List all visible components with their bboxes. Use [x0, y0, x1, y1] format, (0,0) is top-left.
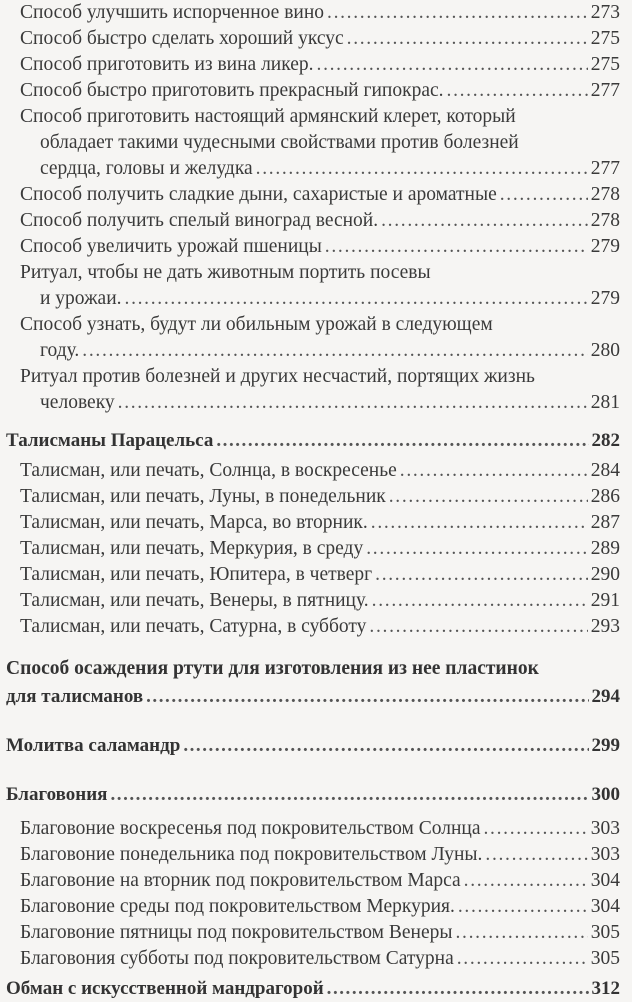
entry-title: Благовоние понедельника под покровительством Луны.: [20, 844, 483, 865]
leader-dots: [327, 976, 589, 1002]
entry-title-line: Ритуал против болезней и других несчастий, портящих жизнь: [20, 366, 535, 387]
toc-section: [0, 782, 620, 808]
leader-dots: [118, 390, 588, 416]
entry-title-line: обладает такими чудесными свойствами против болезней: [40, 132, 519, 153]
entry-title: Благовоние воскресенья под покровительством Солнца: [20, 818, 481, 839]
toc-entry: [0, 842, 620, 868]
toc-section: [0, 976, 620, 1002]
leader-dots: [447, 78, 588, 104]
section-page: 300: [591, 784, 620, 805]
section-title: Обман с искусственной мандрагорой: [6, 978, 324, 999]
toc-entry: [0, 52, 620, 78]
toc-entry: [0, 156, 620, 182]
entry-title: человеку: [40, 392, 115, 413]
entry-title: Талисман, или печать, Солнца, в воскресенье: [20, 460, 397, 481]
leader-dots: [371, 510, 588, 536]
entry-page: 279: [590, 236, 620, 257]
toc-entry: [0, 0, 620, 26]
toc-entry: [0, 816, 620, 842]
entry-title-line: Ритуал, чтобы не дать животным портить посевы: [20, 262, 431, 283]
leader-dots: [347, 26, 588, 52]
entry-title: сердца, головы и желудка: [40, 158, 253, 179]
entry-title: году.: [40, 340, 80, 361]
toc-entry: [0, 78, 620, 104]
entry-title: Способ приготовить из вина ликер.: [20, 54, 314, 75]
leader-dots: [125, 286, 588, 312]
toc-entry: [0, 536, 620, 562]
leader-dots: [400, 458, 588, 484]
entry-title: Благовония субботы под покровительством Сатурна: [20, 948, 454, 969]
toc-entry: [0, 894, 620, 920]
toc-entry: [0, 920, 620, 946]
toc-entry: [0, 588, 620, 614]
toc-entry: [0, 458, 620, 484]
section-page: 294: [591, 686, 620, 707]
leader-dots: [458, 894, 588, 920]
entry-page: 286: [590, 486, 620, 507]
toc-entry: [0, 868, 620, 894]
toc-section: [0, 733, 620, 759]
entry-title: и урожаи.: [40, 288, 122, 309]
leader-dots: [256, 156, 588, 182]
entry-page: 291: [590, 590, 620, 611]
leader-dots: [389, 484, 588, 510]
section-title: Талисманы Парацельса: [6, 430, 214, 451]
leader-dots: [500, 182, 588, 208]
entry-title: Способ увеличить урожай пшеницы: [20, 236, 322, 257]
toc-section: [0, 428, 620, 454]
toc-entry: [0, 390, 620, 416]
toc-entry: [0, 26, 620, 52]
entry-page: 280: [590, 340, 620, 361]
entry-page: 281: [590, 392, 620, 413]
entry-page: 303: [590, 818, 620, 839]
toc-entry: [0, 484, 620, 510]
entry-title: Способ получить спелый виноград весной.: [20, 210, 379, 231]
section-page: 282: [591, 430, 620, 451]
leader-dots: [82, 338, 587, 364]
entry-page: 273: [590, 2, 620, 23]
entry-page: 304: [590, 870, 620, 891]
entry-title: Способ улучшить испорченное вино: [20, 2, 325, 23]
section-title-line: Способ осаждения ртути для изготовления из нее пластинок: [6, 658, 539, 679]
entry-title: Талисман, или печать, Сатурна, в субботу: [20, 616, 367, 637]
entry-page: 277: [590, 80, 620, 101]
entry-title: Талисман, или печать, Меркурия, в среду: [20, 538, 364, 559]
leader-dots: [456, 920, 588, 946]
entry-title-line: Способ приготовить настоящий армянский клерет, который: [20, 106, 516, 127]
entry-page: 279: [590, 288, 620, 309]
leader-dots: [325, 234, 588, 260]
entry-title: Способ быстро приготовить прекрасный гипокрас.: [20, 80, 444, 101]
section-page: 312: [591, 978, 620, 999]
toc-entry: [0, 562, 620, 588]
entry-title: Благовоние на вторник под покровительством Марса: [20, 870, 461, 891]
entry-page: 277: [590, 158, 620, 179]
entry-title: Талисман, или печать, Марса, во вторник.: [20, 512, 368, 533]
entry-page: 303: [590, 844, 620, 865]
leader-dots: [216, 428, 588, 454]
section-title: Молитва саламандр: [6, 735, 181, 756]
toc-entry: [0, 946, 620, 972]
leader-dots: [327, 0, 588, 26]
section-page: 299: [591, 735, 620, 756]
leader-dots: [110, 782, 588, 808]
toc-section: [0, 684, 620, 710]
entry-page: 278: [590, 184, 620, 205]
leader-dots: [317, 52, 588, 78]
leader-dots: [146, 684, 588, 710]
toc-entry: [0, 208, 620, 234]
entry-page: 287: [590, 512, 620, 533]
entry-page: 304: [590, 896, 620, 917]
toc-entry: [0, 338, 620, 364]
leader-dots: [375, 562, 588, 588]
entry-page: 278: [590, 210, 620, 231]
leader-dots: [381, 208, 588, 234]
section-title: Благовония: [6, 784, 108, 805]
toc-entry: [0, 182, 620, 208]
entry-title: Способ быстро сделать хороший уксус: [20, 28, 344, 49]
entry-page: 293: [590, 616, 620, 637]
entry-title: Талисман, или печать, Венеры, в пятницу.: [20, 590, 369, 611]
section-title: для талисманов: [6, 686, 144, 707]
entry-title: Благовоние среды под покровительством Меркурия.: [20, 896, 455, 917]
entry-page: 290: [590, 564, 620, 585]
toc-entry: [0, 510, 620, 536]
entry-page: 284: [590, 460, 620, 481]
toc-entry: [0, 234, 620, 260]
entry-page: 305: [590, 948, 620, 969]
leader-dots: [484, 816, 588, 842]
entry-title: Талисман, или печать, Луны, в понедельник: [20, 486, 386, 507]
leader-dots: [485, 842, 587, 868]
leader-dots: [372, 588, 588, 614]
entry-page: 275: [590, 28, 620, 49]
entry-page: 289: [590, 538, 620, 559]
toc-entry: [0, 286, 620, 312]
toc-entry: [0, 614, 620, 640]
leader-dots: [457, 946, 588, 972]
leader-dots: [369, 614, 587, 640]
entry-title: Благовоние пятницы под покровительством Венеры: [20, 922, 453, 943]
leader-dots: [464, 868, 588, 894]
leader-dots: [183, 733, 588, 759]
entry-page: 305: [590, 922, 620, 943]
entry-title-line: Способ узнать, будут ли обильным урожай в следующем: [20, 314, 493, 335]
entry-title: Талисман, или печать, Юпитера, в четверг: [20, 564, 373, 585]
entry-page: 275: [590, 54, 620, 75]
entry-title: Способ получить сладкие дыни, сахаристые и ароматные: [20, 184, 497, 205]
leader-dots: [366, 536, 588, 562]
